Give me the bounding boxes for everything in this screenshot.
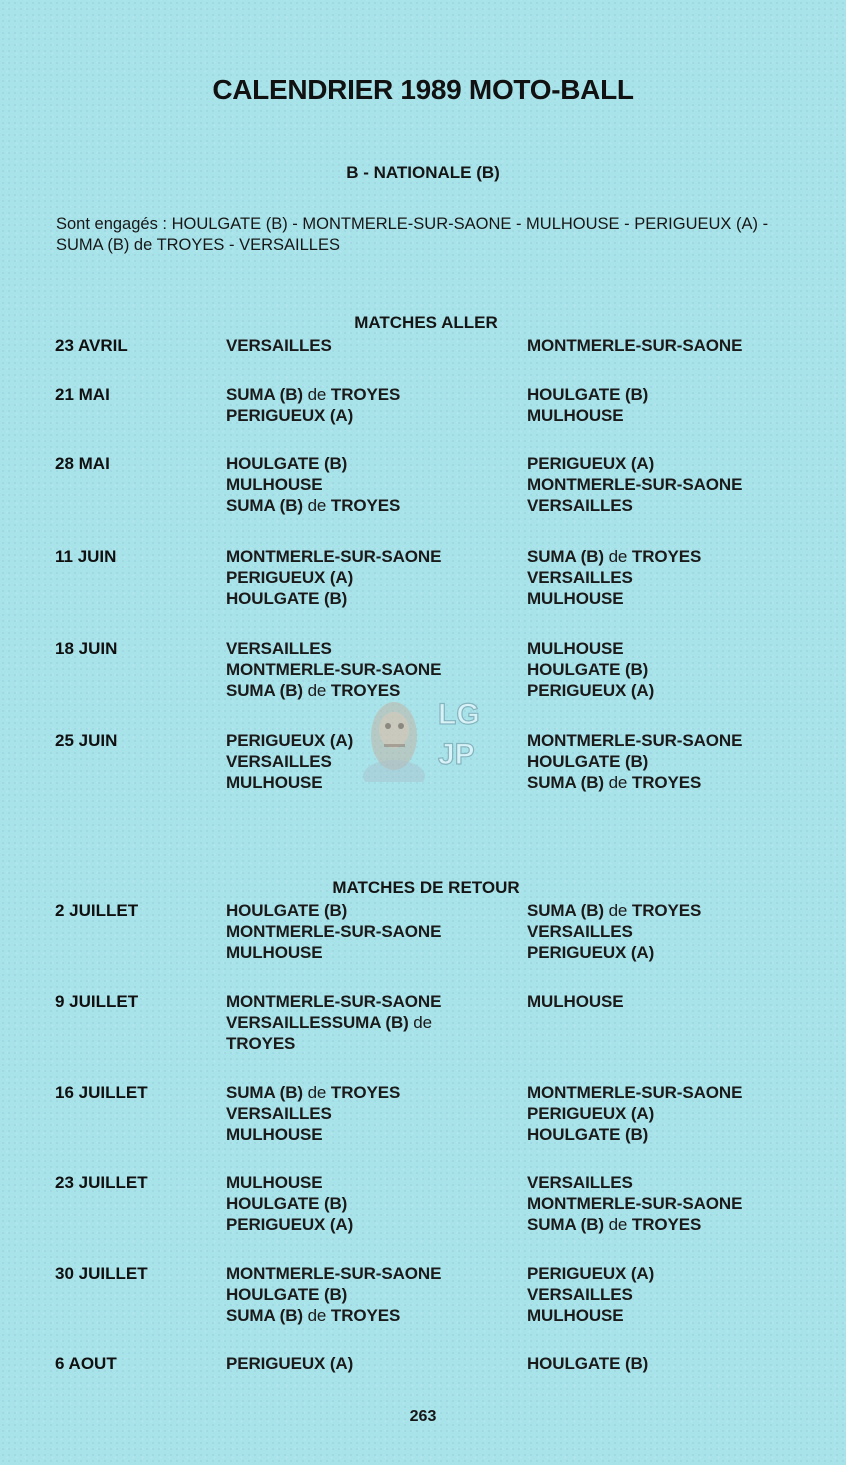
round-date: 21 MAI xyxy=(55,385,110,404)
home-team-column xyxy=(226,900,516,963)
away-team-column xyxy=(527,1082,827,1145)
away-team-column xyxy=(527,730,827,793)
round-date: 25 JUIN xyxy=(55,731,118,750)
away-team: VERSAILLES xyxy=(527,496,633,515)
away-team: VERSAILLES xyxy=(527,1173,633,1192)
home-team: MONTMERLE-SUR-SAONE xyxy=(226,660,442,679)
watermark-logo xyxy=(356,686,496,782)
round-date: 23 JUILLET xyxy=(55,1173,148,1192)
away-team-line: MULHOUSE xyxy=(527,992,624,1011)
away-team: MONTMERLE-SUR-SAONE xyxy=(527,731,743,750)
round-date: 16 JUILLET xyxy=(55,1083,148,1102)
away-team-column xyxy=(527,1353,827,1374)
away-team-column xyxy=(527,335,827,356)
home-team: SUMA (B) de TROYES xyxy=(226,385,401,404)
home-team: PERIGUEUX (A) xyxy=(226,1354,354,1373)
away-team: PERIGUEUX (A) xyxy=(527,681,655,700)
away-team: SUMA (B) de TROYES xyxy=(527,901,702,920)
away-team: PERIGUEUX (A) xyxy=(527,454,655,473)
home-team: SUMA (B) de TROYES xyxy=(226,496,401,515)
away-team: HOULGATE (B) xyxy=(527,752,649,771)
home-team: SUMA (B) de TROYES xyxy=(226,1083,401,1102)
away-team: SUMA (B) de TROYES xyxy=(527,773,702,792)
home-team: PERIGUEUX (A) xyxy=(226,731,354,750)
watermark-text-top: LG xyxy=(438,698,480,731)
round-date: 2 JUILLET xyxy=(55,901,139,920)
home-team: HOULGATE (B) xyxy=(226,454,348,473)
away-team: SUMA (B) de TROYES xyxy=(527,547,702,566)
home-team: MULHOUSE xyxy=(226,943,323,962)
away-team-column xyxy=(527,1172,827,1235)
home-team-column xyxy=(226,546,516,609)
page-number: 263 xyxy=(409,1408,437,1425)
home-team: SUMA (B) de TROYES xyxy=(226,681,401,700)
home-team: MONTMERLE-SUR-SAONE xyxy=(226,922,442,941)
away-team-column xyxy=(527,384,827,426)
home-team-column xyxy=(226,991,516,1054)
home-team-line: TROYES xyxy=(226,1034,296,1053)
away-team: VERSAILLES xyxy=(527,922,633,941)
away-team-column xyxy=(527,453,827,516)
home-team: MULHOUSE xyxy=(226,1173,323,1192)
away-team: PERIGUEUX (A) xyxy=(527,1104,655,1123)
watermark-icon xyxy=(356,686,496,782)
away-team: HOULGATE (B) xyxy=(527,1125,649,1144)
home-team-column xyxy=(226,453,516,516)
round-date: 30 JUILLET xyxy=(55,1264,148,1283)
home-team-line: MONTMERLE-SUR-SAONE xyxy=(226,992,442,1011)
away-team: MONTMERLE-SUR-SAONE xyxy=(527,1083,743,1102)
away-team-column xyxy=(527,900,827,963)
home-team-column xyxy=(226,335,516,356)
away-team: MONTMERLE-SUR-SAONE xyxy=(527,336,743,355)
home-team: MULHOUSE xyxy=(226,475,323,494)
round-date: 9 JUILLET xyxy=(55,992,139,1011)
round-date: 23 AVRIL xyxy=(55,336,128,355)
home-team-line: VERSAILLESSUMA (B) de xyxy=(226,1013,433,1032)
home-team: PERIGUEUX (A) xyxy=(226,568,354,587)
away-team: MULHOUSE xyxy=(527,1306,624,1325)
away-team-column xyxy=(527,638,827,701)
participants-intro: Sont engagés : HOULGATE (B) - MONTMERLE-SUR-SAONE - MULHOUSE - PERIGUEUX (A) - SUMA (B) de TROYES - VERSAILLES xyxy=(56,215,769,254)
home-team: HOULGATE (B) xyxy=(226,589,348,608)
home-team: HOULGATE (B) xyxy=(226,901,348,920)
home-team: MULHOUSE xyxy=(226,1125,323,1144)
away-team: MULHOUSE xyxy=(527,589,624,608)
round-date: 28 MAI xyxy=(55,454,110,473)
home-team-column xyxy=(226,1353,516,1374)
away-team: PERIGUEUX (A) xyxy=(527,943,655,962)
away-team: SUMA (B) de TROYES xyxy=(527,1215,702,1234)
away-team-column xyxy=(527,1263,827,1326)
home-team: PERIGUEUX (A) xyxy=(226,406,354,425)
section-heading-retour: MATCHES DE RETOUR xyxy=(332,878,520,897)
round-date: 11 JUIN xyxy=(55,547,117,566)
watermark-text-bottom: JP xyxy=(438,738,475,771)
away-team-column xyxy=(527,991,827,1012)
round-date: 6 AOUT xyxy=(55,1354,117,1373)
home-team: MULHOUSE xyxy=(226,773,323,792)
away-team: HOULGATE (B) xyxy=(527,660,649,679)
home-team-column xyxy=(226,384,516,426)
away-team: MULHOUSE xyxy=(527,406,624,425)
home-team: HOULGATE (B) xyxy=(226,1194,348,1213)
home-team: SUMA (B) de TROYES xyxy=(226,1306,401,1325)
away-team: MONTMERLE-SUR-SAONE xyxy=(527,475,743,494)
home-team: MONTMERLE-SUR-SAONE xyxy=(226,547,442,566)
away-team-column xyxy=(527,546,827,609)
away-team: MONTMERLE-SUR-SAONE xyxy=(527,1194,743,1213)
page-title: CALENDRIER 1989 MOTO-BALL xyxy=(212,74,634,105)
away-team: PERIGUEUX (A) xyxy=(527,1264,655,1283)
away-team: VERSAILLES xyxy=(527,1285,633,1304)
round-date: 18 JUIN xyxy=(55,639,118,658)
away-team: VERSAILLES xyxy=(527,568,633,587)
home-team: VERSAILLES xyxy=(226,639,332,658)
home-team-column xyxy=(226,1172,516,1235)
division-heading: B - NATIONALE (B) xyxy=(346,163,500,182)
section-heading-aller: MATCHES ALLER xyxy=(354,313,498,332)
home-team: PERIGUEUX (A) xyxy=(226,1215,354,1234)
home-team: VERSAILLES xyxy=(226,752,332,771)
home-team: VERSAILLES xyxy=(226,1104,332,1123)
home-team: MONTMERLE-SUR-SAONE xyxy=(226,1264,442,1283)
home-team: VERSAILLES xyxy=(226,336,332,355)
away-team: HOULGATE (B) xyxy=(527,385,649,404)
away-team: HOULGATE (B) xyxy=(527,1354,649,1373)
home-team: HOULGATE (B) xyxy=(226,1285,348,1304)
home-team-column xyxy=(226,1263,516,1326)
away-team: MULHOUSE xyxy=(527,639,624,658)
home-team-column xyxy=(226,1082,516,1145)
